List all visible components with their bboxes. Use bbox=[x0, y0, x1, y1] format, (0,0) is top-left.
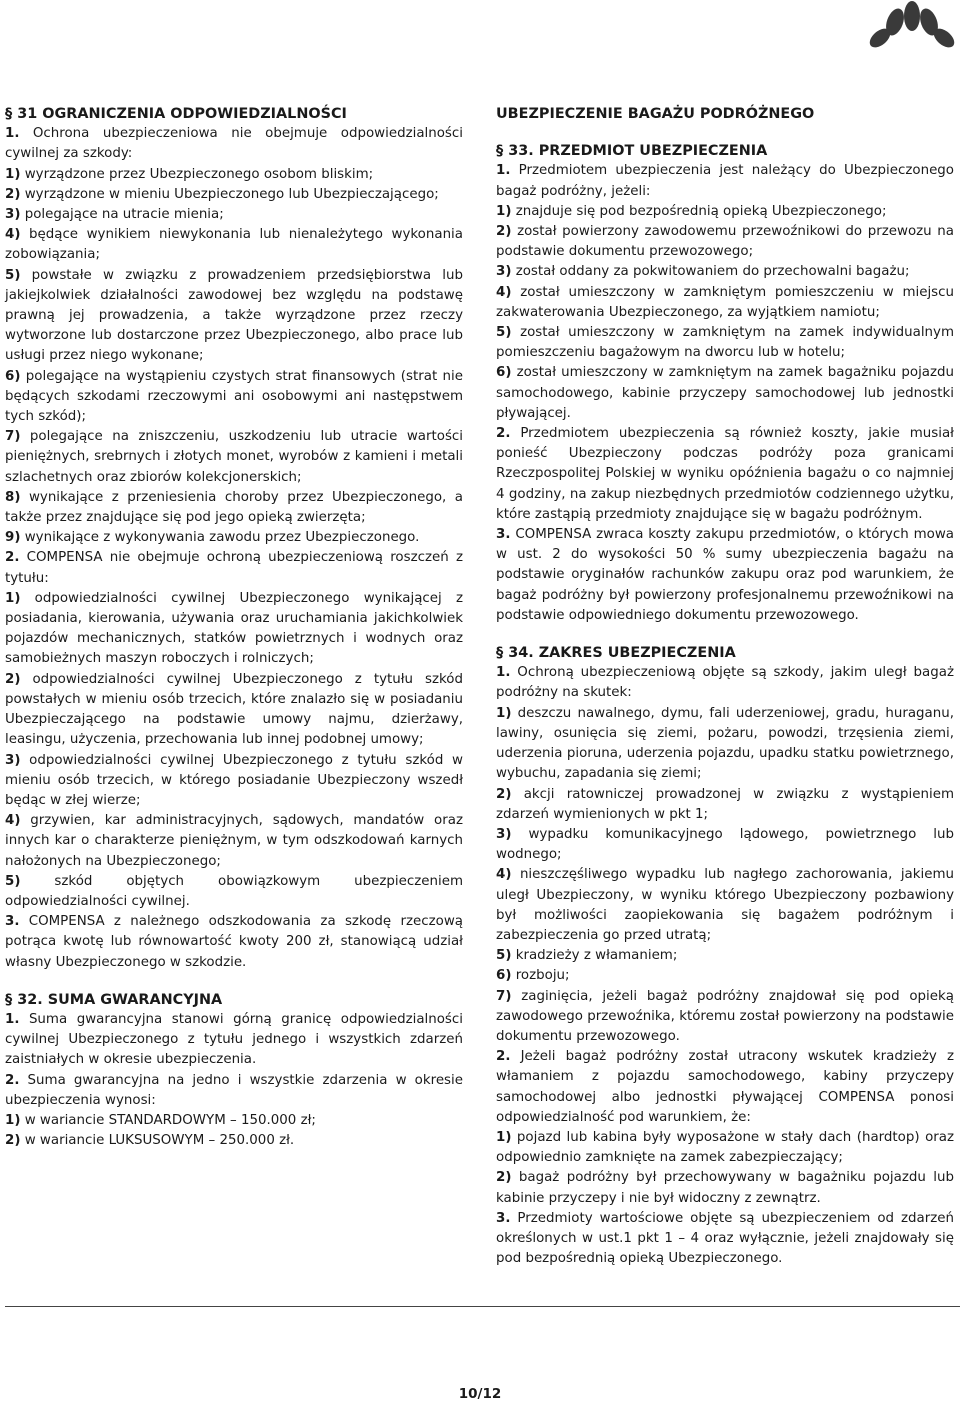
clause-number: 2) bbox=[5, 1133, 21, 1149]
clause bbox=[496, 262, 954, 282]
clause bbox=[496, 323, 954, 363]
clause bbox=[5, 811, 463, 872]
clause-text: znajduje się pod bezpośrednią opieką Ubezpieczonego; bbox=[515, 203, 887, 219]
right-column bbox=[496, 104, 954, 1269]
clause-number: 7) bbox=[496, 988, 512, 1004]
clause bbox=[5, 872, 463, 912]
clause bbox=[496, 825, 954, 865]
clause bbox=[496, 363, 954, 424]
clause-number: 5) bbox=[496, 948, 512, 964]
clause bbox=[5, 912, 463, 973]
clause bbox=[5, 1010, 463, 1071]
clause-number: 4) bbox=[5, 813, 21, 829]
clause-text: wynikające z przeniesienia choroby przez Ubezpieczonego, a także przez znajdujące się pod jego opieką zwierzęta; bbox=[5, 489, 463, 526]
clause-text: wypadku komunikacyjnego lądowego, powietrznego lub wodnego; bbox=[496, 826, 954, 863]
clause-text: nieszczęśliwego wypadku lub nagłego zachorowania, jakiemu uległ Ubezpieczony, w wyniku którego Ubezpieczony pozbawiony był możliwości zaopiekowania się bagażem podróżnym i zabezpieczenia go przed utratą; bbox=[496, 867, 954, 943]
clause bbox=[5, 1111, 463, 1131]
clause-number: 5) bbox=[496, 325, 512, 341]
clause-number: 2. bbox=[496, 1049, 511, 1065]
clause-number: 7) bbox=[5, 429, 21, 445]
clause-text: odpowiedzialności cywilnej Ubezpieczonego z tytułu szkód powstałych w mieniu osób trzecich, które znalazło się w posiadaniu Ubezpieczającego na podstawie umowy najmu, dzierżawy, leasingu, użyczenia, przechowania lub innej podobnej umowy; bbox=[5, 671, 463, 748]
clause-text: został umieszczony w zamkniętym pomieszczeniu w miejscu zakwaterowania Ubezpieczonego, za wyjątkiem namiotu; bbox=[496, 284, 954, 320]
section-32-body bbox=[5, 1010, 463, 1151]
clause-number: 3. bbox=[496, 1210, 511, 1226]
clause bbox=[5, 589, 463, 670]
clause-number: 8) bbox=[5, 489, 21, 505]
clause-number: 3) bbox=[5, 207, 21, 223]
clause-text: w wariancie LUKSUSOWYM – 250.000 zł. bbox=[24, 1133, 295, 1149]
clause bbox=[496, 987, 954, 1048]
clause-text: bagaż podróżny był przechowywany w bagażniku pojazdu lub kabinie przyczepy i nie był widoczny z zewnątrz. bbox=[496, 1170, 954, 1206]
clause bbox=[5, 751, 463, 812]
clause-text: wynikające z wykonywania zawodu przez Ubezpieczonego. bbox=[24, 530, 420, 546]
clause-text: Przedmioty wartościowe objęte są ubezpieczeniem od zdarzeń określonych w ust.1 pkt 1 – 4 oraz wyłącznie, jeżeli znajdowały się pod bezpośrednią opieką Ubezpieczonego. bbox=[496, 1210, 954, 1267]
clause-number: 4) bbox=[496, 284, 512, 300]
clause-text: polegające na wystąpieniu czystych strat finansowych (strat nie będących szkodami rzeczowymi ani osobowymi ani następstwem tych szkód); bbox=[5, 368, 463, 425]
clause-text: Ochrona ubezpieczeniowa nie obejmuje odpowiedzialności cywilnej za szkody: bbox=[5, 126, 463, 162]
clause-number: 1. bbox=[496, 665, 511, 681]
clause-text: COMPENSA z należnego odszkodowania za szkodę rzeczową potrąca kwotę lub równowartość kwoty 200 zł, stanowiącą udział własny Ubezpieczonego w szkodzie. bbox=[5, 914, 463, 970]
clause bbox=[496, 865, 954, 946]
clause bbox=[5, 185, 463, 205]
clause-number: 1. bbox=[5, 126, 20, 142]
section-34-body bbox=[496, 663, 954, 1269]
clause bbox=[496, 1168, 954, 1208]
clause-number: 3) bbox=[496, 264, 512, 280]
clause bbox=[496, 222, 954, 262]
clause bbox=[496, 1128, 954, 1168]
clause-text: wyrządzone przez Ubezpieczonego osobom bliskim; bbox=[24, 166, 374, 182]
clause-number: 6) bbox=[496, 968, 512, 984]
clause-text: pojazd lub kabina były wyposażone w stały dach (hardtop) oraz odpowiednio zamknięte na zamek zabezpieczający; bbox=[496, 1129, 954, 1166]
clause-number: 2) bbox=[5, 186, 21, 202]
clause bbox=[496, 283, 954, 323]
clause-number: 2) bbox=[5, 671, 21, 687]
clause-number: 1) bbox=[496, 1129, 512, 1145]
clause-number: 2) bbox=[496, 224, 512, 240]
clause bbox=[5, 367, 463, 428]
clause-text: Suma gwarancyjna stanowi górną granicę odpowiedzialności cywilnej Ubezpieczonego z tytułu jednego i wszystkich zdarzeń zaistniałych w okresie ubezpieczenia. bbox=[5, 1011, 463, 1068]
clause-text: wyrządzone w mieniu Ubezpieczonego lub Ubezpieczającego; bbox=[24, 186, 439, 202]
clause-number: 2. bbox=[496, 426, 511, 442]
clause-text: kradzieży z włamaniem; bbox=[515, 948, 678, 964]
clause-text: COMPENSA zwraca koszty zakupu przedmiotów, o których mowa w ust. 2 do wysokości 50 % sumy ubezpieczenia bagażu na podstawie oryginałów rachunków zakupu oraz pod warunkiem, że bagaż podróżny był powierzony profesjonalnemu przewoźnikowi na podstawie odpowiedniego dokumentu przewozowego. bbox=[496, 527, 954, 623]
section-31-heading: § 31 OGRANICZENIA ODPOWIEDZIALNOŚCI bbox=[5, 106, 347, 122]
clause-number: 5) bbox=[5, 267, 21, 283]
clause-text: Jeżeli bagaż podróżny został utracony wskutek kradzieży z włamaniem z pojazdu samochodowego, kabiny przyczepy samochodowej albo jednostki pływającej COMPENSA ponosi odpowiedzialność pod warunkiem, że: bbox=[496, 1049, 954, 1125]
clause-number: 6) bbox=[5, 368, 21, 384]
clause bbox=[5, 225, 463, 265]
section-33-body bbox=[496, 161, 954, 626]
clause bbox=[496, 1047, 954, 1128]
clause-number: 3) bbox=[496, 826, 512, 842]
clause-number: 1) bbox=[5, 1112, 21, 1128]
footer-divider bbox=[5, 1306, 960, 1307]
clause bbox=[5, 548, 463, 588]
page-number: 10/12 bbox=[458, 1386, 502, 1402]
clause-text: COMPENSA nie obejmuje ochroną ubezpieczeniową roszczeń z tytułu: bbox=[5, 550, 463, 586]
clause-text: został umieszczony w zamkniętym na zamek bagażniku pojazdu samochodowego, kabinie przyczepy samochodowej lub jednostki pływającej. bbox=[496, 365, 955, 421]
baggage-insurance-title: UBEZPIECZENIE BAGAŻU PODRÓŻNEGO bbox=[496, 106, 815, 122]
clause bbox=[5, 427, 463, 488]
clause-number: 4) bbox=[496, 867, 512, 883]
clause-text: został oddany za pokwitowaniem do przechowalni bagażu; bbox=[515, 264, 910, 280]
clause-text: został umieszczony w zamkniętym na zamek indywidualnym pomieszczeniu bagażowym na dworcu lub w hotelu; bbox=[496, 325, 954, 361]
clause-number: 1) bbox=[5, 590, 21, 606]
clause-number: 3. bbox=[5, 914, 20, 930]
clause-text: szkód objętych obowiązkowym ubezpieczeniem odpowiedzialności cywilnej. bbox=[5, 873, 463, 909]
clause-text: w wariancie STANDARDOWYM – 150.000 zł; bbox=[24, 1112, 316, 1128]
clause-number: 2. bbox=[5, 1072, 20, 1088]
clause bbox=[496, 663, 954, 703]
clause-number: 2) bbox=[496, 1170, 512, 1186]
clause bbox=[5, 124, 463, 164]
clause-text: odpowiedzialności cywilnej Ubezpieczonego z tytułu szkód w mieniu osób trzecich, w którego posiadanie Ubezpieczony wszedł będąc w złej wierze; bbox=[5, 752, 463, 808]
clause-number: 6) bbox=[496, 365, 512, 381]
clause bbox=[5, 165, 463, 185]
clause bbox=[496, 525, 954, 626]
clause-text: deszczu nawalnego, dymu, fali uderzeniowej, gradu, huraganu, lawiny, osunięcia się ziemi, pożaru, powodzi, trzęsienia ziemi, uderzenia pioruna, uderzenia pojazdu, upadku statku powietrznego, wybuchu, zapadania się ziemi; bbox=[496, 705, 954, 782]
clause-text: został powierzony zawodowemu przewoźnikowi do przewozu na podstawie dokumentu przewozowego; bbox=[496, 224, 954, 260]
clause bbox=[496, 785, 954, 825]
clause bbox=[496, 946, 954, 966]
section-34-heading: § 34. ZAKRES UBEZPIECZENIA bbox=[496, 645, 736, 662]
clause bbox=[5, 488, 463, 528]
section-31-body bbox=[5, 124, 463, 973]
clause bbox=[5, 670, 463, 751]
clause-text: polegające na zniszczeniu, uszkodzeniu lub utracie wartości pieniężnych, srebrnych i złotych monet, wyrobów z kamieni i metali szlachetnych oraz zbiorów kolekcjonerskich; bbox=[5, 429, 464, 485]
clause-number: 1. bbox=[5, 1011, 20, 1027]
left-column bbox=[5, 104, 463, 1151]
clause bbox=[496, 704, 954, 785]
clause-number: 1. bbox=[496, 163, 511, 179]
clause-number: 2) bbox=[496, 786, 512, 802]
clause-number: 3. bbox=[496, 527, 511, 543]
clause bbox=[5, 266, 463, 367]
clause bbox=[5, 1071, 463, 1111]
clause-number: 1) bbox=[5, 166, 21, 182]
clause bbox=[496, 424, 954, 525]
clause-number: 4) bbox=[5, 227, 21, 243]
clause-number: 1) bbox=[496, 705, 512, 721]
clause-text: Suma gwarancyjna na jedno i wszystkie zdarzenia w okresie ubezpieczenia wynosi: bbox=[5, 1072, 463, 1108]
clause-text: Przedmiotem ubezpieczenia są również koszty, jakie musiał ponieść Ubezpieczony podczas podróży poza granicami Rzeczpospolitej Polskiej w wyniku opóźnienia bagażu o co najmniej 4 godziny, na zakup niezbędnych przedmiotów codziennego użytku, które zastąpią przedmioty znajdujące się w bagażu podróżnym. bbox=[496, 426, 954, 522]
clause-number: 2. bbox=[5, 550, 20, 566]
clause bbox=[5, 205, 463, 225]
clause-text: odpowiedzialności cywilnej Ubezpieczonego wynikającej z posiadania, kierowania, używania oraz uruchamiania jakichkolwiek pojazdów mechanicznych, statków powietrznych i wodnych oraz samobieżnych maszyn roboczych i rolniczych; bbox=[5, 590, 463, 667]
section-33-heading: § 33. PRZEDMIOT UBEZPIECZENIA bbox=[496, 143, 768, 160]
clause-text: Przedmiotem ubezpieczenia jest należący do Ubezpieczonego bagaż podróżny, jeżeli: bbox=[496, 163, 955, 199]
clause-text: polegające na utracie mienia; bbox=[24, 207, 224, 223]
clause-text: zaginięcia, jeżeli bagaż podróżny znajdował się pod opieką zawodowego przewoźnika, któremu został powierzony na podstawie dokumentu przewozowego. bbox=[496, 988, 954, 1044]
clause-text: powstałe w związku z prowadzeniem przedsiębiorstwa lub jakiejkolwiek działalności zawodowej bez względu na podstawę prawną jej prowadzenia, a także wyrządzone przez rzeczy wytworzone lub dostarczone przez Ubezpieczonego, albo prace lub usługi przez niego wykonane; bbox=[5, 267, 463, 364]
clause bbox=[5, 528, 463, 548]
clause-text: Ochroną ubezpieczeniową objęte są szkody, jakim uległ bagaż podróżny na skutek: bbox=[496, 665, 954, 701]
clause bbox=[496, 966, 954, 986]
clause-number: 3) bbox=[5, 752, 21, 768]
compensa-logo-icon bbox=[860, 0, 960, 50]
clause bbox=[496, 161, 954, 201]
clause-text: grzywien, kar administracyjnych, sądowych, mandatów oraz innych kar o charakterze pieniężnym, w tym odszkodowań karnych nałożonych na Ubezpieczonego; bbox=[5, 813, 463, 869]
clause-number: 5) bbox=[5, 873, 21, 889]
clause-number: 9) bbox=[5, 530, 21, 546]
section-32-heading: § 32. SUMA GWARANCYJNA bbox=[5, 991, 223, 1008]
clause bbox=[496, 202, 954, 222]
clause-text: rozboju; bbox=[515, 968, 570, 984]
clause-number: 1) bbox=[496, 203, 512, 219]
clause-text: będące wynikiem niewykonania lub nienależytego wykonania zobowiązania; bbox=[5, 227, 463, 263]
clause-text: akcji ratowniczej prowadzonej w związku z wystąpieniem zdarzeń wymienionych w pkt 1; bbox=[496, 786, 954, 822]
clause bbox=[496, 1209, 954, 1270]
clause bbox=[5, 1131, 463, 1151]
